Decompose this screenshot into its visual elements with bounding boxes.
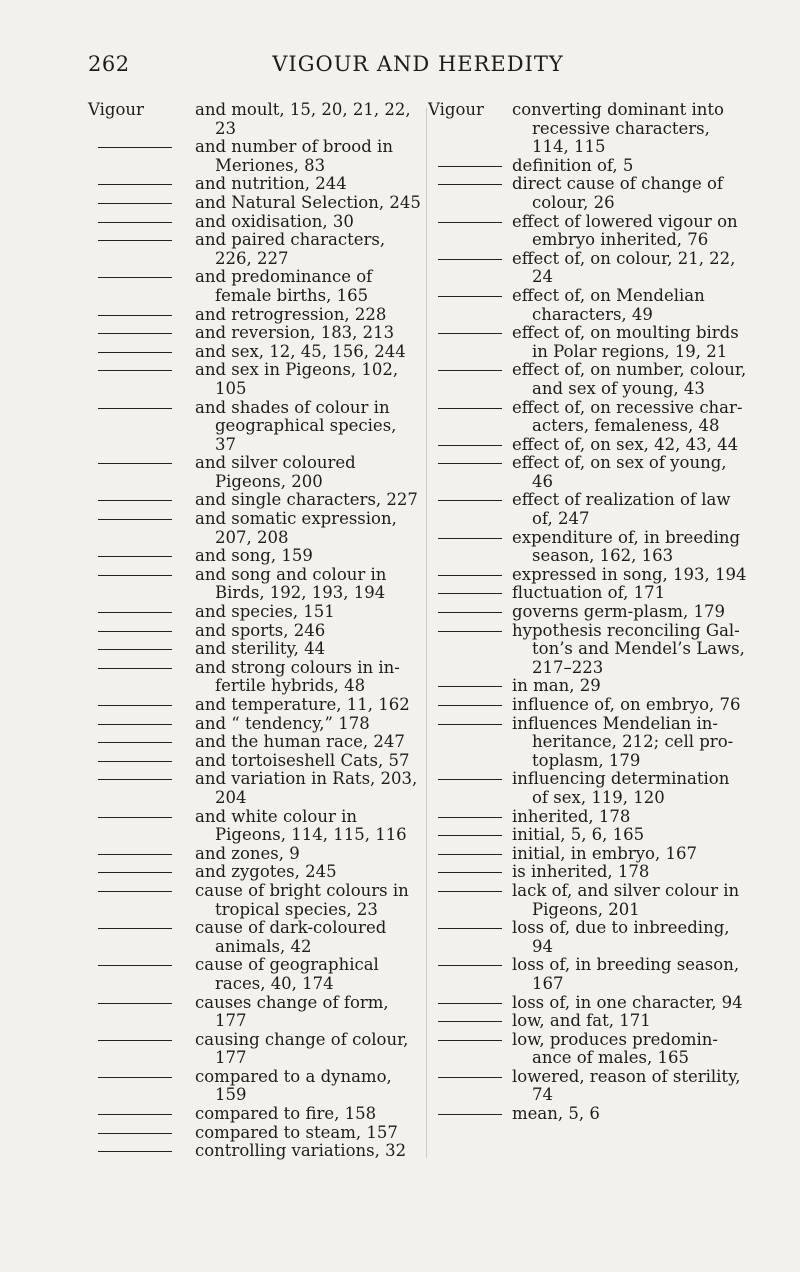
index-entry-text: in man, 29 bbox=[512, 676, 601, 696]
ditto-dash bbox=[98, 408, 172, 409]
ditto-dash bbox=[438, 296, 502, 297]
ditto-dash bbox=[438, 1077, 502, 1078]
index-entry bbox=[88, 622, 422, 641]
ditto-dash bbox=[438, 1114, 502, 1115]
index-entry bbox=[88, 659, 422, 696]
index-entry-text: causing change of colour, 177 bbox=[195, 1029, 409, 1068]
index-entry-text: compared to a dynamo, 159 bbox=[195, 1066, 392, 1105]
ditto-dash bbox=[438, 724, 502, 725]
index-entry bbox=[88, 733, 422, 752]
ditto-dash bbox=[98, 761, 172, 762]
index-entry bbox=[88, 268, 422, 305]
index-entry bbox=[428, 808, 748, 827]
index-entry bbox=[428, 399, 748, 436]
index-entry-text: and tortoiseshell Cats, 57 bbox=[195, 750, 410, 770]
ditto-dash bbox=[438, 835, 502, 836]
index-entry bbox=[428, 454, 748, 491]
index-entry bbox=[428, 287, 748, 324]
ditto-dash bbox=[98, 147, 172, 148]
index-entry-text: and zones, 9 bbox=[195, 843, 300, 863]
ditto-dash bbox=[98, 668, 172, 669]
index-entry bbox=[88, 863, 422, 882]
ditto-dash bbox=[98, 463, 172, 464]
index-entry-text: direct cause of change of colour, 26 bbox=[512, 174, 724, 212]
index-entry bbox=[88, 175, 422, 194]
index-entry-text: compared to steam, 157 bbox=[195, 1122, 398, 1142]
index-entry bbox=[428, 157, 748, 176]
ditto-dash bbox=[98, 352, 172, 353]
ditto-dash bbox=[98, 705, 172, 706]
index-entry-text: cause of bright colours in tropical species, 23 bbox=[195, 880, 409, 919]
index-entry bbox=[428, 491, 748, 528]
ditto-dash bbox=[438, 575, 502, 576]
index-entry bbox=[88, 1142, 422, 1161]
ditto-dash bbox=[438, 891, 502, 892]
ditto-dash bbox=[438, 463, 502, 464]
index-entry-text: is inherited, 178 bbox=[512, 862, 650, 882]
index-entry bbox=[88, 603, 422, 622]
index-entry bbox=[428, 361, 748, 398]
index-entry-text: and sex in Pigeons, 102, 105 bbox=[195, 360, 399, 398]
index-entry bbox=[88, 231, 422, 268]
index-entry-text: and sex, 12, 45, 156, 244 bbox=[195, 341, 406, 361]
index-entry-text: effect of lowered vigour on embryo inherited, 76 bbox=[512, 211, 738, 250]
ditto-dash bbox=[438, 593, 502, 594]
index-entry-text: and somatic expression, 207, 208 bbox=[195, 509, 397, 547]
index-entry-text: low, produces predomin-ance of males, 165 bbox=[512, 1029, 718, 1068]
index-entry bbox=[428, 677, 748, 696]
index-entry bbox=[88, 213, 422, 232]
ditto-dash bbox=[438, 538, 502, 539]
index-entry bbox=[88, 510, 422, 547]
index-entry-text: low, and fat, 171 bbox=[512, 1011, 651, 1031]
index-entry bbox=[428, 213, 748, 250]
index-entry bbox=[88, 956, 422, 993]
index-entry bbox=[88, 770, 422, 807]
index-entry bbox=[428, 845, 748, 864]
index-entry bbox=[428, 1012, 748, 1031]
index-entry-text: and Natural Selection, 245 bbox=[195, 192, 421, 212]
ditto-dash bbox=[438, 854, 502, 855]
index-entry-text: effect of realization of law of, 247 bbox=[512, 490, 731, 529]
index-entry-text: effect of, on sex of young, 46 bbox=[512, 453, 727, 491]
index-entry-text: and zygotes, 245 bbox=[195, 862, 337, 882]
ditto-dash bbox=[438, 445, 502, 446]
ditto-dash bbox=[98, 928, 172, 929]
index-entry-text: lack of, and silver colour in Pigeons, 201 bbox=[512, 880, 740, 919]
ditto-dash bbox=[438, 259, 502, 260]
index-entry bbox=[428, 566, 748, 585]
ditto-dash bbox=[98, 556, 172, 557]
index-entry bbox=[88, 640, 422, 659]
index-entry bbox=[428, 436, 748, 455]
index-entry bbox=[428, 175, 748, 212]
index-entry-text: loss of, in one character, 94 bbox=[512, 992, 743, 1012]
index-entry-text: compared to fire, 158 bbox=[195, 1104, 377, 1124]
ditto-dash bbox=[438, 1003, 502, 1004]
index-entry-text: effect of, on Mendelian characters, 49 bbox=[512, 285, 705, 324]
ditto-dash bbox=[98, 1133, 172, 1134]
index-entry-text: mean, 5, 6 bbox=[512, 1104, 600, 1124]
index-entry bbox=[88, 324, 422, 343]
index-entry-text: expenditure of, in breeding season, 162, 163 bbox=[512, 527, 741, 566]
index-entry-text: and “ tendency,” 178 bbox=[195, 713, 370, 733]
page-title: VIGOUR AND HEREDITY bbox=[272, 52, 564, 76]
index-entry bbox=[88, 845, 422, 864]
index-entry bbox=[428, 622, 748, 678]
index-entry-text: and temperature, 11, 162 bbox=[195, 695, 410, 714]
index-entry-text: and white colour in Pigeons, 114, 115, 116 bbox=[195, 806, 407, 845]
index-entry-text: influencing determination of sex, 119, 120 bbox=[512, 769, 730, 807]
index-entry bbox=[428, 696, 748, 715]
ditto-dash bbox=[98, 500, 172, 501]
index-entry-text: and number of brood in Meriones, 83 bbox=[195, 137, 393, 175]
index-entry-text: controlling variations, 32 bbox=[195, 1141, 407, 1161]
index-entry bbox=[428, 250, 748, 287]
index-entry-text: and silver coloured Pigeons, 200 bbox=[195, 453, 356, 491]
ditto-dash bbox=[98, 724, 172, 725]
index-entry bbox=[428, 919, 748, 956]
ditto-dash bbox=[98, 817, 172, 818]
index-entry-text: and moult, 15, 20, 21, 22, 23 bbox=[195, 100, 411, 138]
index-heading-left: Vigour bbox=[88, 100, 144, 119]
index-entry bbox=[428, 770, 748, 807]
column-divider bbox=[426, 108, 427, 1158]
index-entry-text: influence of, on embryo, 76 bbox=[512, 695, 741, 714]
index-entry-text: effect of, on sex, 42, 43, 44 bbox=[512, 434, 739, 454]
ditto-dash bbox=[438, 631, 502, 632]
index-entry-text: and retrogression, 228 bbox=[195, 304, 387, 324]
index-entry bbox=[88, 491, 422, 510]
index-entry-text: expressed in song, 193, 194 bbox=[512, 564, 747, 584]
index-entry bbox=[88, 138, 422, 175]
index-entry-text: and predominance of female births, 165 bbox=[195, 267, 373, 305]
index-entry bbox=[428, 882, 748, 919]
index-entry-text: and nutrition, 244 bbox=[195, 174, 347, 194]
ditto-dash bbox=[98, 1040, 172, 1041]
index-entry-text: and single characters, 227 bbox=[195, 490, 418, 510]
ditto-dash bbox=[438, 166, 502, 167]
index-entry bbox=[428, 956, 748, 993]
index-entry bbox=[428, 324, 748, 361]
ditto-dash bbox=[438, 779, 502, 780]
index-entry bbox=[428, 101, 748, 157]
index-entry bbox=[88, 919, 422, 956]
index-entry bbox=[88, 715, 422, 734]
ditto-dash bbox=[98, 1077, 172, 1078]
ditto-dash bbox=[98, 742, 172, 743]
index-entry-text: cause of geographical races, 40, 174 bbox=[195, 955, 379, 993]
index-entry bbox=[88, 306, 422, 325]
ditto-dash bbox=[98, 315, 172, 316]
index-entry bbox=[88, 696, 422, 715]
index-entry bbox=[428, 529, 748, 566]
index-entry bbox=[88, 1124, 422, 1143]
index-entry bbox=[428, 584, 748, 603]
index-entry bbox=[88, 994, 422, 1031]
ditto-dash bbox=[98, 1114, 172, 1115]
index-entry-text: and reversion, 183, 213 bbox=[195, 323, 395, 343]
index-entry-text: causes change of form, 177 bbox=[195, 992, 389, 1031]
index-entry-text: and variation in Rats, 203, 204 bbox=[195, 769, 418, 807]
ditto-dash bbox=[438, 500, 502, 501]
index-entry-text: definition of, 5 bbox=[512, 155, 634, 175]
index-entry bbox=[88, 566, 422, 603]
ditto-dash bbox=[98, 872, 172, 873]
ditto-dash bbox=[98, 779, 172, 780]
ditto-dash bbox=[98, 612, 172, 613]
index-entry-text: and sports, 246 bbox=[195, 620, 326, 640]
ditto-dash bbox=[98, 575, 172, 576]
index-entry-text: fluctuation of, 171 bbox=[512, 583, 666, 603]
index-entry-text: initial, in embryo, 167 bbox=[512, 843, 697, 863]
index-entry-text: and shades of colour in geographical species, 37 bbox=[195, 397, 397, 454]
index-entry-text: initial, 5, 6, 165 bbox=[512, 825, 645, 845]
index-entry-text: governs germ-plasm, 179 bbox=[512, 602, 726, 622]
index-entry-text: loss of, in breeding season, 167 bbox=[512, 955, 740, 993]
index-entry-text: effect of, on number, colour, and sex of young, 43 bbox=[512, 360, 747, 398]
index-entry-text: effect of, on colour, 21, 22, 24 bbox=[512, 248, 736, 287]
index-entry-text: and strong colours in in-fertile hybrids, 48 bbox=[195, 657, 400, 696]
ditto-dash bbox=[98, 519, 172, 520]
index-entry-text: and paired characters, 226, 227 bbox=[195, 230, 386, 268]
index-column-right bbox=[428, 101, 748, 1124]
index-entry bbox=[428, 1031, 748, 1068]
ditto-dash bbox=[98, 333, 172, 334]
ditto-dash bbox=[438, 370, 502, 371]
index-entry bbox=[88, 547, 422, 566]
ditto-dash bbox=[438, 817, 502, 818]
index-entry bbox=[88, 343, 422, 362]
ditto-dash bbox=[438, 612, 502, 613]
index-entry bbox=[88, 361, 422, 398]
ditto-dash bbox=[98, 965, 172, 966]
index-entry bbox=[428, 994, 748, 1013]
ditto-dash bbox=[98, 854, 172, 855]
index-entry bbox=[88, 1105, 422, 1124]
ditto-dash bbox=[98, 891, 172, 892]
index-entry bbox=[88, 882, 422, 919]
index-column-left bbox=[88, 101, 422, 1161]
ditto-dash bbox=[98, 240, 172, 241]
index-entry bbox=[88, 808, 422, 845]
ditto-dash bbox=[438, 686, 502, 687]
ditto-dash bbox=[98, 1003, 172, 1004]
index-entry-text: influences Mendelian in-heritance, 212; cell pro-toplasm, 179 bbox=[512, 713, 734, 770]
index-entry bbox=[428, 603, 748, 622]
index-entry bbox=[88, 194, 422, 213]
index-entry-text: and oxidisation, 30 bbox=[195, 211, 354, 231]
ditto-dash bbox=[98, 370, 172, 371]
index-entry-text: and sterility, 44 bbox=[195, 639, 326, 659]
index-entry bbox=[88, 752, 422, 771]
index-entry bbox=[88, 1031, 422, 1068]
index-entry-text: and the human race, 247 bbox=[195, 732, 405, 752]
index-entries-right bbox=[428, 101, 748, 1124]
index-entries-left bbox=[88, 101, 422, 1161]
index-entry-text: converting dominant into recessive characters, 114, 115 bbox=[512, 100, 724, 157]
index-entry-text: inherited, 178 bbox=[512, 806, 631, 826]
ditto-dash bbox=[98, 222, 172, 223]
index-entry-text: effect of, on recessive char-acters, femaleness, 48 bbox=[512, 397, 743, 436]
ditto-dash bbox=[98, 277, 172, 278]
ditto-dash bbox=[438, 872, 502, 873]
ditto-dash bbox=[438, 965, 502, 966]
index-entry-text: loss of, due to inbreeding, 94 bbox=[512, 918, 730, 956]
ditto-dash bbox=[438, 928, 502, 929]
index-entry-text: hypothesis reconciling Gal-ton’s and Mendel’s Laws, 217–223 bbox=[512, 620, 745, 677]
index-entry bbox=[88, 101, 422, 138]
index-entry-text: and species, 151 bbox=[195, 602, 335, 622]
ditto-dash bbox=[438, 184, 502, 185]
ditto-dash bbox=[98, 631, 172, 632]
ditto-dash bbox=[438, 333, 502, 334]
index-entry bbox=[428, 826, 748, 845]
index-heading-right: Vigour bbox=[428, 100, 484, 119]
index-entry-text: cause of dark-coloured animals, 42 bbox=[195, 918, 387, 956]
ditto-dash bbox=[98, 203, 172, 204]
index-entry bbox=[428, 715, 748, 771]
ditto-dash bbox=[98, 649, 172, 650]
index-entry-text: lowered, reason of sterility, 74 bbox=[512, 1066, 741, 1105]
index-entry bbox=[88, 399, 422, 455]
index-entry-text: and song, 159 bbox=[195, 546, 313, 566]
index-entry-text: effect of, on moulting birds in Polar regions, 19, 21 bbox=[512, 323, 739, 361]
ditto-dash bbox=[438, 1021, 502, 1022]
ditto-dash bbox=[438, 408, 502, 409]
ditto-dash bbox=[438, 705, 502, 706]
ditto-dash bbox=[438, 1040, 502, 1041]
index-entry bbox=[88, 1068, 422, 1105]
index-entry-text: and song and colour in Birds, 192, 193, 194 bbox=[195, 564, 387, 603]
ditto-dash bbox=[98, 184, 172, 185]
ditto-dash bbox=[98, 1151, 172, 1152]
index-entry bbox=[428, 1068, 748, 1105]
index-entry bbox=[88, 454, 422, 491]
ditto-dash bbox=[438, 222, 502, 223]
page-number: 262 bbox=[88, 52, 130, 76]
index-entry bbox=[428, 863, 748, 882]
index-entry bbox=[428, 1105, 748, 1124]
